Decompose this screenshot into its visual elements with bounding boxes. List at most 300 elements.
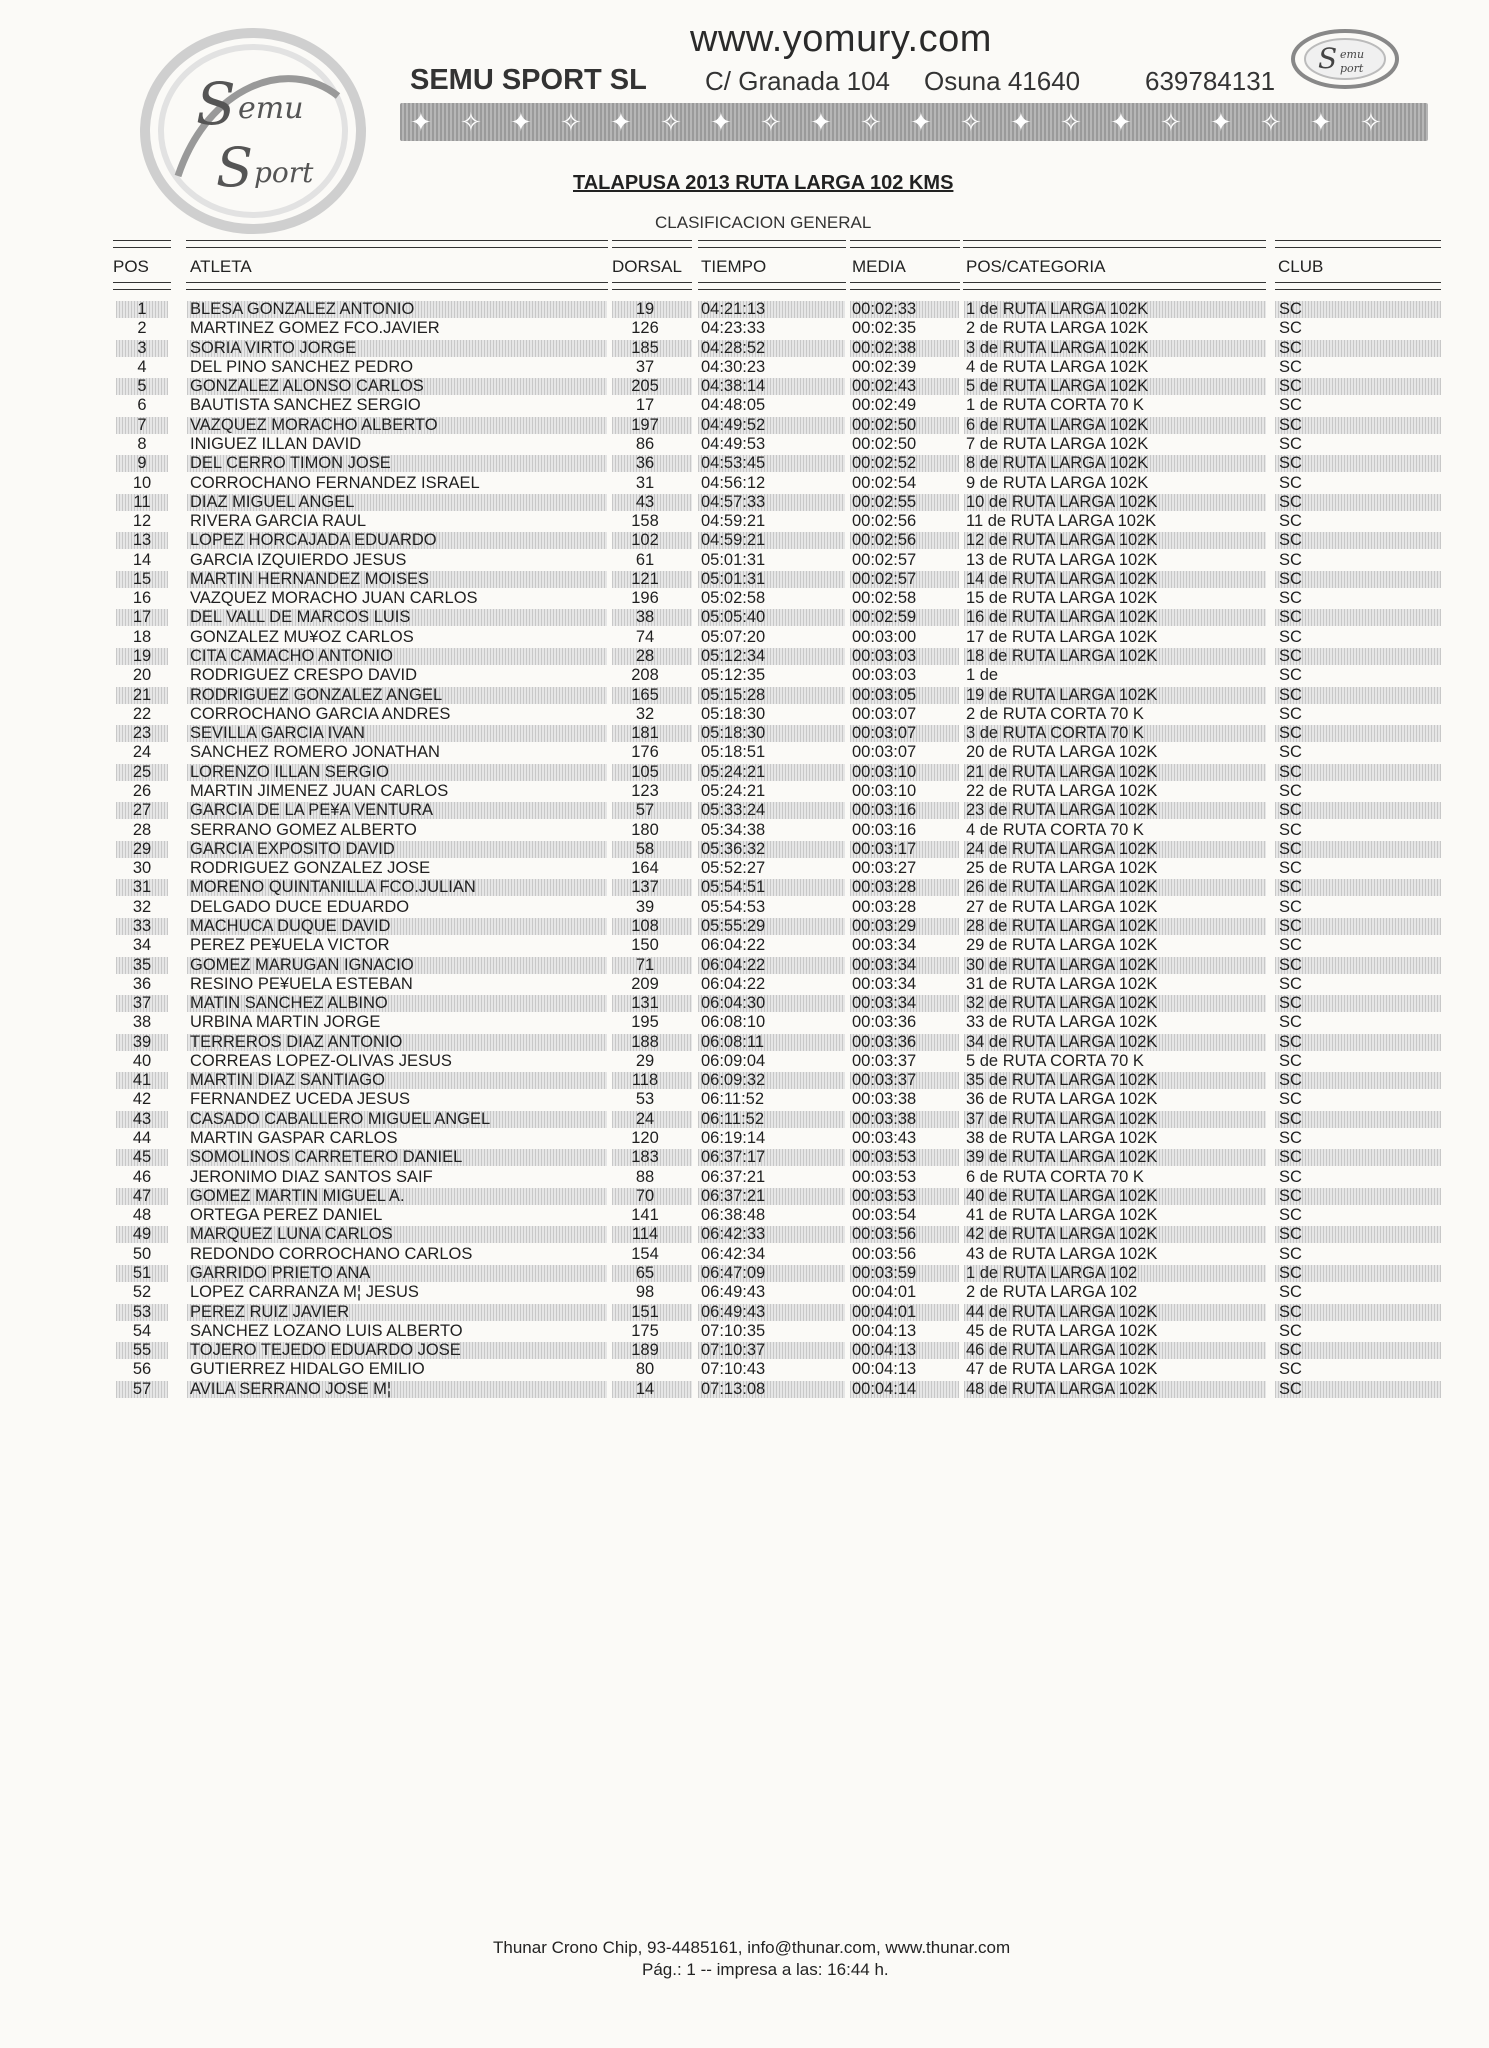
cell-tiempo: 06:04:30 (701, 994, 766, 1013)
cell-club: SC (1279, 1071, 1302, 1090)
cell-atleta: GONZALEZ MU¥OZ CARLOS (190, 627, 414, 646)
cell-poscat: 13 de RUTA LARGA 102K (966, 550, 1158, 569)
athlete-icon: ✧ (460, 107, 482, 137)
table-row (0, 956, 1489, 975)
cell-pos: 11 (133, 492, 151, 511)
table-row (0, 589, 1489, 608)
cell-poscat: 7 de RUTA LARGA 102K (966, 434, 1149, 453)
cell-pos: 40 (132, 1051, 152, 1070)
cell-tiempo: 05:18:51 (701, 743, 766, 762)
athlete-icon: ✦ (1310, 107, 1332, 137)
athlete-icon: ✦ (510, 107, 532, 137)
cell-club: SC (1279, 454, 1302, 473)
cell-atleta: RIVERA GARCIA RAUL (190, 512, 367, 531)
cell-club: SC (1279, 1013, 1302, 1032)
cell-dorsal: 74 (635, 627, 655, 646)
cell-tiempo: 06:19:14 (701, 1129, 766, 1148)
cell-pos: 3 (137, 338, 147, 357)
table-row (0, 454, 1489, 473)
cell-tiempo: 07:13:08 (701, 1379, 766, 1398)
table-row (0, 396, 1489, 415)
cell-poscat: 36 de RUTA LARGA 102K (966, 1090, 1158, 1109)
table-row (0, 1090, 1489, 1109)
cell-poscat: 1 de RUTA LARGA 102K (966, 300, 1149, 318)
cell-atleta: SORIA VIRTO JORGE (190, 338, 357, 357)
cell-tiempo: 04:49:53 (701, 434, 766, 453)
cell-poscat: 35 de RUTA LARGA 102K (966, 1071, 1158, 1090)
cell-club: SC (1279, 415, 1302, 434)
cell-poscat: 48 de RUTA LARGA 102K (966, 1379, 1158, 1398)
athlete-icon: ✦ (710, 107, 732, 137)
cell-atleta: ORTEGA PEREZ DANIEL (190, 1206, 383, 1225)
cell-atleta: RODRIGUEZ CRESPO DAVID (190, 666, 418, 685)
cell-pos: 51 (132, 1264, 152, 1282)
cell-dorsal: 188 (631, 1032, 659, 1051)
cell-atleta: MARTIN GASPAR CARLOS (190, 1129, 398, 1148)
cell-pos: 36 (132, 974, 152, 993)
cell-club: SC (1279, 608, 1302, 627)
cell-poscat: 14 de RUTA LARGA 102K (966, 569, 1158, 588)
cell-club: SC (1279, 589, 1302, 608)
cell-atleta: DEL VALL DE MARCOS LUIS (190, 608, 411, 627)
cell-atleta: GARRIDO PRIETO ANA (190, 1264, 371, 1282)
cell-club: SC (1279, 1302, 1302, 1321)
cell-atleta: PEREZ RUIZ JAVIER (190, 1302, 350, 1321)
cell-atleta: MARQUEZ LUNA CARLOS (190, 1225, 393, 1244)
cell-tiempo: 04:53:45 (701, 454, 766, 473)
cell-tiempo: 05:18:30 (701, 704, 766, 723)
cell-pos: 17 (132, 608, 152, 627)
table-row (0, 666, 1489, 685)
cell-poscat: 9 de RUTA LARGA 102K (966, 473, 1149, 492)
table-row (0, 975, 1489, 994)
cell-media: 00:02:43 (852, 377, 917, 396)
cell-atleta: DIAZ MIGUEL ANGEL (190, 492, 355, 511)
cell-poscat: 6 de RUTA CORTA 70 K (966, 1167, 1144, 1186)
cell-dorsal: 71 (635, 955, 655, 974)
cell-dorsal: 123 (631, 782, 659, 800)
cell-media: 00:03:34 (852, 994, 917, 1013)
cell-poscat: 6 de RUTA LARGA 102K (966, 415, 1149, 434)
column-header-poscat: POS/CATEGORIA (966, 257, 1106, 276)
cell-media: 00:02:56 (852, 512, 917, 531)
cell-tiempo: 06:37:21 (701, 1167, 766, 1186)
cell-poscat: 2 de RUTA LARGA 102 (966, 1283, 1138, 1302)
cell-atleta: SANCHEZ ROMERO JONATHAN (190, 743, 440, 762)
cell-atleta: PEREZ PE¥UELA VICTOR (190, 936, 390, 955)
cell-club: SC (1279, 300, 1302, 318)
cell-tiempo: 05:07:20 (701, 627, 766, 646)
cell-atleta: SERRANO GOMEZ ALBERTO (190, 820, 417, 839)
column-header-tiempo: TIEMPO (701, 257, 767, 276)
cell-club: SC (1279, 1206, 1302, 1225)
cell-poscat: 4 de RUTA LARGA 102K (966, 357, 1149, 376)
cell-dorsal: 88 (635, 1167, 655, 1186)
cell-club: SC (1279, 434, 1302, 453)
cell-pos: 48 (132, 1206, 152, 1225)
cell-tiempo: 06:09:32 (701, 1071, 766, 1090)
table-row (0, 840, 1489, 859)
cell-pos: 33 (132, 916, 152, 935)
cell-dorsal: 14 (635, 1379, 655, 1398)
header-rule (850, 282, 960, 290)
cell-media: 00:03:54 (852, 1206, 917, 1225)
table-row (0, 1341, 1489, 1360)
cell-pos: 49 (132, 1225, 152, 1244)
athlete-icon: ✧ (860, 107, 882, 137)
cell-media: 00:02:58 (852, 589, 917, 608)
table-row (0, 1110, 1489, 1129)
table-row (0, 859, 1489, 878)
cell-club: SC (1279, 994, 1302, 1013)
cell-poscat: 28 de RUTA LARGA 102K (966, 916, 1158, 935)
cell-poscat: 1 de RUTA LARGA 102 (966, 1264, 1138, 1282)
svg-text:emu: emu (238, 91, 304, 126)
cell-atleta: GOMEZ MARTIN MIGUEL A. (190, 1186, 405, 1205)
table-row (0, 936, 1489, 955)
cell-club: SC (1279, 1283, 1302, 1302)
cell-dorsal: 102 (631, 531, 659, 550)
cell-media: 00:03:07 (852, 724, 917, 743)
cell-tiempo: 07:10:43 (701, 1360, 766, 1379)
cell-tiempo: 05:05:40 (701, 608, 766, 627)
cell-club: SC (1279, 1148, 1302, 1167)
cell-atleta: AVILA SERRANO JOSE M¦ (190, 1379, 392, 1398)
table-row (0, 416, 1489, 435)
cell-dorsal: 98 (635, 1283, 655, 1302)
cell-tiempo: 06:04:22 (701, 974, 766, 993)
cell-dorsal: 24 (635, 1109, 655, 1128)
cell-pos: 26 (132, 782, 152, 800)
cell-dorsal: 80 (635, 1360, 655, 1379)
cell-pos: 31 (132, 878, 152, 897)
cell-dorsal: 105 (631, 762, 659, 781)
cell-poscat: 1 de RUTA CORTA 70 K (966, 396, 1144, 415)
cell-club: SC (1279, 936, 1302, 955)
cell-dorsal: 61 (635, 550, 655, 569)
svg-text:emu: emu (1340, 48, 1365, 61)
cell-pos: 6 (137, 396, 147, 415)
cell-media: 00:02:54 (852, 473, 917, 492)
cell-poscat: 29 de RUTA LARGA 102K (966, 936, 1158, 955)
table-row (0, 724, 1489, 743)
table-row (0, 1206, 1489, 1225)
cell-pos: 30 (132, 859, 152, 878)
cell-club: SC (1279, 782, 1302, 800)
cell-pos: 54 (132, 1321, 152, 1340)
cell-poscat: 3 de RUTA LARGA 102K (966, 338, 1149, 357)
athlete-icon: ✦ (810, 107, 832, 137)
cell-tiempo: 04:49:52 (701, 415, 766, 434)
column-header-club: CLUB (1278, 257, 1324, 276)
cell-pos: 37 (132, 994, 152, 1013)
table-row (0, 628, 1489, 647)
svg-text:port: port (1340, 62, 1364, 75)
cell-atleta: GUTIERREZ HIDALGO EMILIO (190, 1360, 425, 1379)
header-rule (850, 240, 960, 248)
cell-atleta: TOJERO TEJEDO EDUARDO JOSE (190, 1341, 461, 1360)
athlete-icon: ✧ (960, 107, 982, 137)
athlete-icon: ✧ (560, 107, 582, 137)
cell-club: SC (1279, 878, 1302, 897)
cell-dorsal: 65 (635, 1264, 655, 1282)
cell-club: SC (1279, 820, 1302, 839)
cell-media: 00:03:28 (852, 897, 917, 916)
cell-media: 00:02:57 (852, 569, 917, 588)
cell-dorsal: 181 (631, 724, 659, 743)
cell-media: 00:02:38 (852, 338, 917, 357)
cell-club: SC (1279, 647, 1302, 666)
cell-club: SC (1279, 762, 1302, 781)
cell-dorsal: 196 (631, 589, 659, 608)
cell-club: SC (1279, 1051, 1302, 1070)
cell-pos: 21 (132, 685, 152, 704)
cell-tiempo: 04:21:13 (701, 300, 766, 318)
cell-tiempo: 04:59:21 (701, 531, 766, 550)
athlete-icon: ✧ (1060, 107, 1082, 137)
cell-pos: 35 (132, 955, 152, 974)
cell-tiempo: 05:12:34 (701, 647, 766, 666)
cell-atleta: LOPEZ CARRANZA M¦ JESUS (190, 1283, 419, 1302)
cell-media: 00:03:38 (852, 1090, 917, 1109)
cell-dorsal: 108 (631, 916, 659, 935)
cell-club: SC (1279, 839, 1302, 858)
cell-atleta: RODRIGUEZ GONZALEZ ANGEL (190, 685, 443, 704)
cell-club: SC (1279, 377, 1302, 396)
cell-pos: 1 (137, 300, 147, 318)
cell-atleta: SOMOLINOS CARRETERO DANIEL (190, 1148, 463, 1167)
cell-poscat: 47 de RUTA LARGA 102K (966, 1360, 1158, 1379)
cell-atleta: REDONDO CORROCHANO CARLOS (190, 1244, 473, 1263)
cell-poscat: 46 de RUTA LARGA 102K (966, 1341, 1158, 1360)
athlete-icon: ✧ (1360, 107, 1382, 137)
cell-tiempo: 05:01:31 (701, 569, 766, 588)
cell-pos: 27 (132, 801, 152, 820)
cell-club: SC (1279, 627, 1302, 646)
cell-media: 00:04:01 (852, 1283, 917, 1302)
cell-dorsal: 164 (631, 859, 659, 878)
cell-club: SC (1279, 743, 1302, 762)
cell-tiempo: 05:18:30 (701, 724, 766, 743)
table-row (0, 1245, 1489, 1264)
sports-pictogram-band (400, 103, 1428, 141)
cell-pos: 53 (132, 1302, 152, 1321)
cell-poscat: 39 de RUTA LARGA 102K (966, 1148, 1158, 1167)
cell-media: 00:02:59 (852, 608, 917, 627)
cell-media: 00:03:56 (852, 1244, 917, 1263)
cell-pos: 8 (137, 434, 147, 453)
cell-pos: 20 (132, 666, 152, 685)
cell-dorsal: 36 (635, 454, 655, 473)
table-row (0, 898, 1489, 917)
svg-text:port: port (254, 156, 314, 189)
cell-pos: 42 (132, 1090, 152, 1109)
cell-poscat: 1 de (966, 666, 999, 685)
cell-club: SC (1279, 1225, 1302, 1244)
cell-tiempo: 06:49:43 (701, 1283, 766, 1302)
table-row (0, 531, 1489, 550)
cell-poscat: 15 de RUTA LARGA 102K (966, 589, 1158, 608)
athlete-icon: ✦ (610, 107, 632, 137)
table-row (0, 493, 1489, 512)
cell-media: 00:02:52 (852, 454, 917, 473)
company-address: C/ Granada 104 (705, 66, 891, 96)
table-row (0, 1033, 1489, 1052)
athlete-icon: ✦ (1210, 107, 1232, 137)
cell-poscat: 38 de RUTA LARGA 102K (966, 1129, 1158, 1148)
cell-tiempo: 06:08:10 (701, 1013, 766, 1032)
cell-media: 00:04:13 (852, 1341, 917, 1360)
cell-media: 00:02:49 (852, 396, 917, 415)
cell-atleta: LORENZO ILLAN SERGIO (190, 762, 389, 781)
cell-atleta: BAUTISTA SANCHEZ SERGIO (190, 396, 421, 415)
cell-pos: 12 (132, 512, 152, 531)
cell-tiempo: 04:30:23 (701, 357, 766, 376)
company-phone: 639784131 (1145, 66, 1276, 96)
cell-atleta: TERREROS DIAZ ANTONIO (190, 1032, 403, 1051)
cell-media: 00:04:13 (852, 1321, 917, 1340)
cell-pos: 25 (132, 762, 152, 781)
cell-dorsal: 183 (631, 1148, 659, 1167)
cell-tiempo: 06:49:43 (701, 1302, 766, 1321)
cell-club: SC (1279, 396, 1302, 415)
table-row (0, 1322, 1489, 1341)
table-row (0, 1380, 1489, 1399)
table-row (0, 1148, 1489, 1167)
athlete-icon: ✦ (910, 107, 932, 137)
header-rule (963, 282, 1266, 290)
cell-dorsal: 185 (631, 338, 659, 357)
cell-dorsal: 176 (631, 743, 659, 762)
cell-tiempo: 04:57:33 (701, 492, 766, 511)
cell-tiempo: 06:08:11 (701, 1032, 765, 1051)
table-row (0, 1052, 1489, 1071)
cell-pos: 41 (132, 1071, 152, 1090)
cell-dorsal: 189 (631, 1341, 659, 1360)
cell-media: 00:03:05 (852, 685, 917, 704)
cell-club: SC (1279, 1109, 1302, 1128)
cell-tiempo: 05:54:51 (701, 878, 766, 897)
table-row (0, 512, 1489, 531)
cell-club: SC (1279, 1341, 1302, 1360)
cell-atleta: DEL CERRO TIMON JOSE (190, 454, 391, 473)
cell-tiempo: 06:37:17 (701, 1148, 766, 1167)
cell-club: SC (1279, 859, 1302, 878)
cell-dorsal: 58 (635, 839, 655, 858)
cell-dorsal: 114 (631, 1225, 659, 1244)
cell-club: SC (1279, 1167, 1302, 1186)
cell-media: 00:03:37 (852, 1051, 917, 1070)
cell-media: 00:02:57 (852, 550, 917, 569)
cell-media: 00:03:16 (852, 820, 917, 839)
cell-tiempo: 05:02:58 (701, 589, 766, 608)
cell-atleta: RODRIGUEZ GONZALEZ JOSE (190, 859, 431, 878)
cell-tiempo: 06:04:22 (701, 955, 766, 974)
table-row (0, 1071, 1489, 1090)
cell-pos: 2 (137, 319, 147, 338)
event-title: TALAPUSA 2013 RUTA LARGA 102 KMS (573, 172, 954, 194)
cell-club: SC (1279, 512, 1302, 531)
cell-pos: 55 (132, 1341, 152, 1360)
cell-poscat: 2 de RUTA LARGA 102K (966, 319, 1149, 338)
cell-atleta: DELGADO DUCE EDUARDO (190, 897, 410, 916)
cell-atleta: INIGUEZ ILLAN DAVID (190, 434, 362, 453)
table-row (0, 435, 1489, 454)
cell-tiempo: 06:11:52 (701, 1109, 765, 1128)
table-row (0, 878, 1489, 897)
cell-media: 00:03:56 (852, 1225, 917, 1244)
table-row (0, 763, 1489, 782)
cell-tiempo: 06:42:33 (701, 1225, 766, 1244)
cell-media: 00:03:03 (852, 647, 917, 666)
footer-credits: Thunar Crono Chip, 93-4485161, info@thunar.com, www.thunar.com (493, 1938, 1011, 1957)
cell-dorsal: 43 (635, 492, 655, 511)
cell-tiempo: 07:10:37 (701, 1341, 766, 1360)
cell-dorsal: 151 (631, 1302, 659, 1321)
cell-media: 00:03:43 (852, 1129, 917, 1148)
cell-poscat: 22 de RUTA LARGA 102K (966, 782, 1158, 800)
cell-poscat: 11 de RUTA LARGA 102K (966, 512, 1157, 531)
cell-media: 00:03:59 (852, 1264, 917, 1282)
cell-club: SC (1279, 955, 1302, 974)
table-row (0, 782, 1489, 801)
cell-tiempo: 05:55:29 (701, 916, 766, 935)
cell-poscat: 20 de RUTA LARGA 102K (966, 743, 1158, 762)
cell-pos: 5 (137, 377, 147, 396)
cell-atleta: MATIN SANCHEZ ALBINO (190, 994, 388, 1013)
cell-dorsal: 180 (631, 820, 659, 839)
cell-club: SC (1279, 1186, 1302, 1205)
cell-pos: 38 (132, 1013, 152, 1032)
cell-club: SC (1279, 666, 1302, 685)
cell-dorsal: 31 (635, 473, 655, 492)
cell-dorsal: 126 (631, 319, 659, 338)
cell-atleta: BLESA GONZALEZ ANTONIO (190, 300, 415, 318)
cell-pos: 29 (132, 839, 152, 858)
header-rule (186, 282, 608, 290)
cell-media: 00:03:16 (852, 801, 917, 820)
svg-text:S: S (216, 136, 253, 199)
company-city: Osuna 41640 (924, 66, 1081, 96)
cell-tiempo: 04:48:05 (701, 396, 766, 415)
cell-dorsal: 209 (631, 974, 659, 993)
cell-poscat: 43 de RUTA LARGA 102K (966, 1244, 1158, 1263)
column-header-dorsal: DORSAL (612, 257, 682, 276)
cell-tiempo: 05:52:27 (701, 859, 766, 878)
header-rule (113, 240, 171, 248)
cell-media: 00:03:34 (852, 974, 917, 993)
cell-atleta: CITA CAMACHO ANTONIO (190, 647, 393, 666)
cell-dorsal: 197 (631, 415, 659, 434)
cell-poscat: 40 de RUTA LARGA 102K (966, 1186, 1158, 1205)
cell-tiempo: 04:56:12 (701, 473, 766, 492)
cell-media: 00:03:53 (852, 1148, 917, 1167)
cell-poscat: 19 de RUTA LARGA 102K (966, 685, 1158, 704)
cell-media: 00:03:36 (852, 1013, 917, 1032)
cell-club: SC (1279, 531, 1302, 550)
cell-pos: 14 (132, 550, 152, 569)
company-name: SEMU SPORT SL (410, 64, 647, 96)
cell-pos: 50 (132, 1244, 152, 1263)
cell-atleta: SEVILLA GARCIA IVAN (190, 724, 365, 743)
header-rule (113, 282, 171, 290)
header-rule (612, 240, 692, 248)
cell-club: SC (1279, 1129, 1302, 1148)
cell-tiempo: 05:01:31 (701, 550, 766, 569)
cell-tiempo: 05:36:32 (701, 839, 766, 858)
footer-page-info: Pág.: 1 -- impresa a las: 16:44 h. (642, 1960, 889, 1979)
cell-pos: 24 (132, 743, 152, 762)
